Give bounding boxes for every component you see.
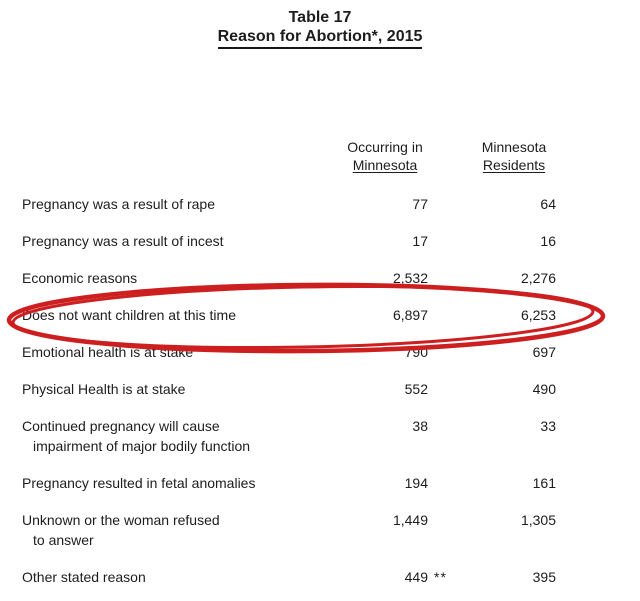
row-reason-line1: Unknown or the woman refused [22, 512, 220, 528]
table-row [0, 379, 640, 399]
table-body [0, 194, 640, 587]
row-reason-line1: Emotional health is at stake [22, 344, 194, 360]
row-value-occurring [352, 473, 428, 493]
row-value-residents: 1,305 [520, 512, 556, 528]
header-spacer [22, 138, 325, 174]
row-value-residents: 33 [540, 418, 556, 434]
row-value-occurring-number: 2,532 [392, 270, 428, 286]
row-value-residents: 161 [532, 475, 556, 491]
row-value-residents: 64 [540, 196, 556, 212]
row-value-occurring-number: 194 [404, 475, 428, 491]
column-header-residents [454, 138, 574, 174]
row-reason [22, 510, 352, 550]
row-value-occurring [352, 510, 428, 530]
table-row [0, 473, 640, 493]
row-reason [22, 416, 352, 456]
row-value-residents: 16 [540, 233, 556, 249]
row-value-occurring-number: 17 [412, 233, 428, 249]
row-reason-line1: Continued pregnancy will cause [22, 418, 220, 434]
row-reason [22, 473, 352, 493]
row-reason-line1: Physical Health is at stake [22, 381, 186, 397]
row-reason [22, 379, 352, 399]
row-value-occurring-number: 6,897 [392, 307, 428, 323]
row-value-occurring [352, 305, 428, 325]
row-value-residents: 6,253 [520, 307, 556, 323]
table-number: Table 17 [288, 9, 352, 26]
row-reason [22, 305, 352, 325]
row-value-occurring [352, 268, 428, 288]
table-title [0, 0, 640, 49]
row-value-occurring [352, 342, 428, 362]
row-reason-line1: Economic reasons [22, 270, 138, 286]
table-row [0, 194, 640, 214]
row-value-occurring [352, 194, 428, 214]
row-value-occurring [352, 231, 428, 251]
row-reason-line1: Other stated reason [22, 569, 146, 585]
row-reason [22, 194, 352, 214]
row-reason [22, 231, 352, 251]
row-value-residents: 490 [532, 381, 556, 397]
table-row [0, 416, 640, 456]
row-value-occurring [352, 416, 428, 436]
row-reason [22, 268, 352, 288]
row-reason-line2: impairment of major bodily function [33, 438, 251, 454]
row-reason [22, 567, 352, 587]
row-reason-line1: Does not want children at this time [22, 307, 236, 323]
row-value-residents: 697 [532, 344, 556, 360]
row-value-residents: 395 [532, 569, 556, 585]
row-reason-line2: to answer [33, 532, 94, 548]
column-header-residents-line1: Minnesota [481, 139, 547, 155]
row-reason-line1: Pregnancy was a result of rape [22, 196, 215, 212]
row-reason [22, 342, 352, 362]
column-headers [0, 138, 640, 174]
table-row [0, 510, 640, 550]
row-value-occurring-number: 552 [404, 381, 428, 397]
table-row [0, 305, 640, 325]
column-header-residents-line2: Residents [482, 157, 546, 173]
row-value-residents: 2,276 [520, 270, 556, 286]
table-row [0, 268, 640, 288]
row-reason-line1: Pregnancy resulted in fetal anomalies [22, 475, 256, 491]
row-value-occurring-number: 790 [404, 344, 428, 360]
column-header-occurring [325, 138, 445, 174]
row-value-occurring-number: 38 [412, 418, 428, 434]
row-value-occurring [352, 567, 447, 587]
table-row [0, 567, 640, 587]
row-value-occurring [352, 379, 428, 399]
row-value-occurring-number: 1,449 [392, 512, 428, 528]
table-caption: Reason for Abortion*, 2015 [218, 27, 423, 49]
table-caption-row [0, 27, 640, 49]
column-header-occurring-line2: Minnesota [352, 157, 418, 173]
row-value-occurring-number: 449 [404, 569, 428, 585]
row-value-occurring-footnote-marker: ** [434, 569, 447, 585]
row-value-occurring-number: 77 [412, 196, 428, 212]
table-row [0, 231, 640, 251]
column-header-occurring-line1: Occurring in [347, 139, 423, 155]
header-gap [445, 138, 454, 174]
row-reason-line1: Pregnancy was a result of incest [22, 233, 224, 249]
table-row [0, 342, 640, 362]
